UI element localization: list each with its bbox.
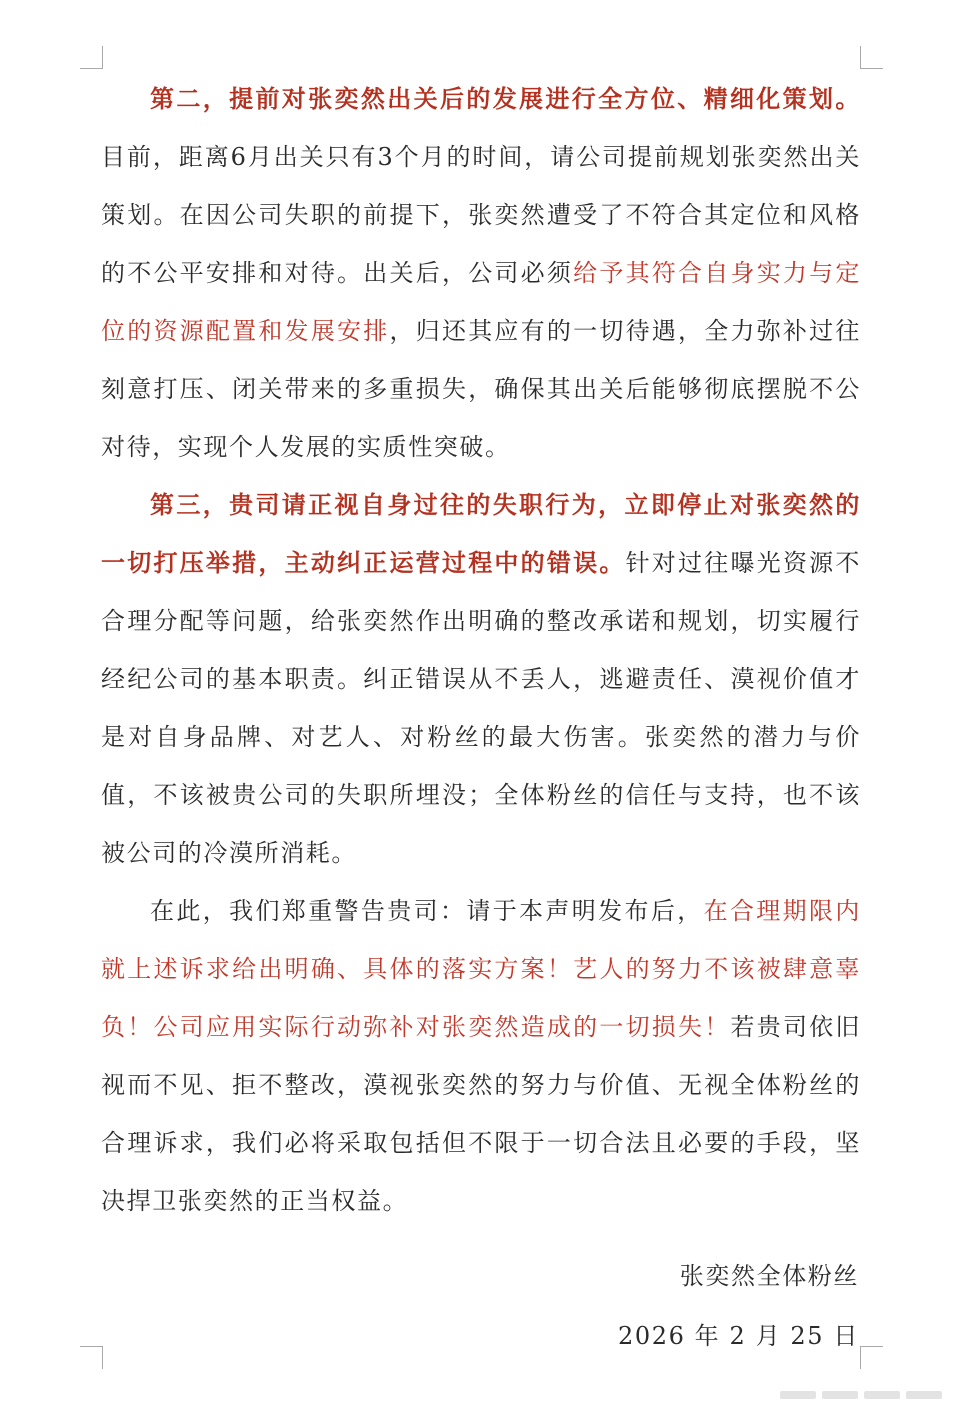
corner-mark-bottom-right <box>860 1346 883 1369</box>
corner-mark-top-left <box>80 46 103 69</box>
highlighted-text: 给予其符合自身实力与定位的资源配置和发展安排 <box>101 259 861 345</box>
paragraph-text: 若贵司依旧视而不见、拒不整改，漠视张奕然的努力与价值、无视全体粉丝的合理诉求，我们必将采取包括但不限于一切合法且必要的手段，坚决捍卫张奕然的正当权益。 <box>101 1013 861 1215</box>
paragraph-text: 针对过往曝光资源不合理分配等问题，给张奕然作出明确的整改承诺和规划，切实履行经纪公司的基本职责。纠正错误从不丢人，逃避责任、漠视价值才是对自身品牌、对艺人、对粉丝的最大伤害。张奕然的潜力与价值，不该被贵公司的失职所埋没；全体粉丝的信任与支持，也不该被公司的冷漠所消耗。 <box>101 549 862 867</box>
paragraph-third-demand <box>101 476 861 882</box>
paragraph-warning <box>101 882 861 1230</box>
document-body <box>101 70 861 1230</box>
highlighted-text: 在合理期限内就上述诉求给出明确、具体的落实方案！艺人的努力不该被肆意辜负！公司应用实际行动弥补对张奕然造成的一切损失！ <box>101 897 861 1041</box>
paragraph-heading: 第三，贵司请正视自身过往的失职行为，立即停止对张奕然的一切打压举措，主动纠正运营过程中的错误。 <box>101 490 861 577</box>
signature-name: 张奕然全体粉丝 <box>679 1262 859 1290</box>
paragraph-text: 目前，距离6月出关只有3个月的时间，请公司提前规划张奕然出关策划。在因公司失职的前提下，张奕然遭受了不符合其定位和风格的不公平安排和对待。出关后，公司必须 <box>101 143 861 287</box>
paragraph-text: ，归还其应有的一切待遇，全力弥补过往刻意打压、闭关带来的多重损失，确保其出关后能够彻底摆脱不公对待，实现个人发展的实质性突破。 <box>101 317 861 461</box>
signature-date: 2026 年 2 月 25 日 <box>617 1322 859 1350</box>
paragraph-text: 在此，我们郑重警告贵司：请于本声明发布后， <box>150 897 704 925</box>
corner-mark-top-right <box>860 46 883 69</box>
watermark <box>780 1391 942 1399</box>
paragraph-second-demand <box>101 70 861 476</box>
paragraph-heading: 第二，提前对张奕然出关后的发展进行全方位、精细化策划。 <box>150 84 861 113</box>
corner-mark-bottom-left <box>80 1346 103 1369</box>
